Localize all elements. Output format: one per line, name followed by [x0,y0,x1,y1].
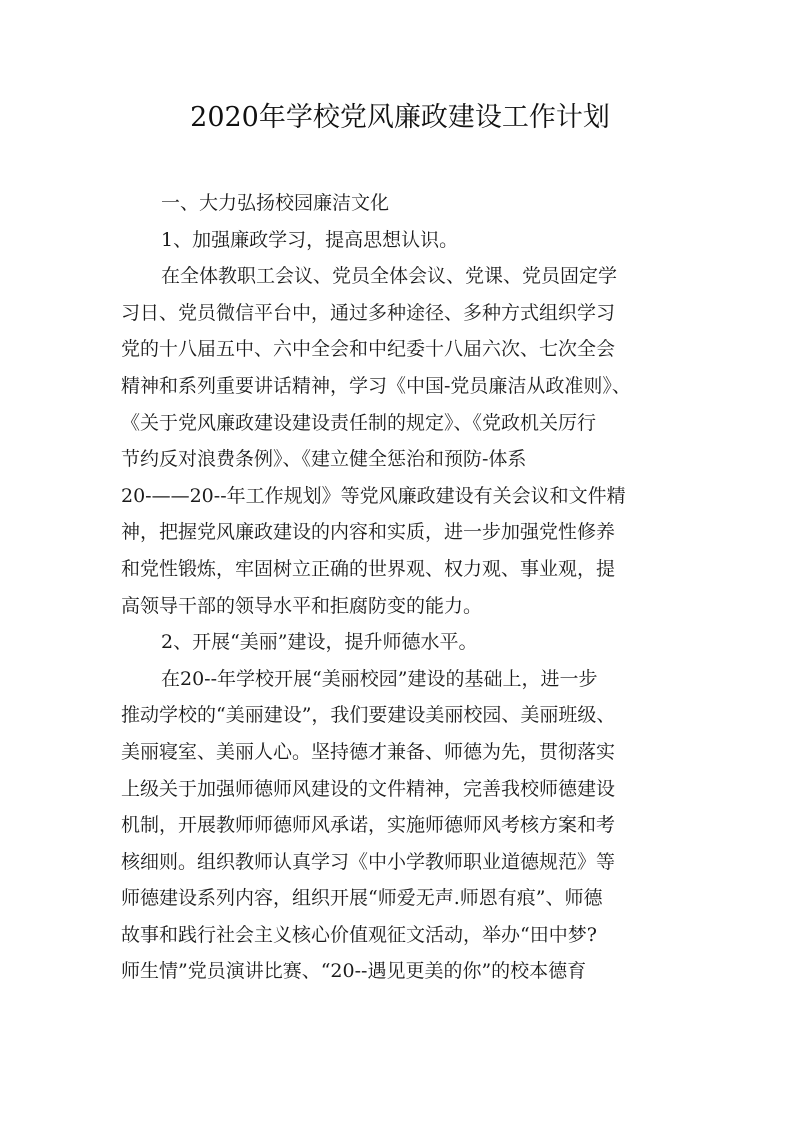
body-line: 故事和践行社会主义核心价值观征文活动，举办“田中梦? [121,923,597,946]
body-line: 机制，开展教师师德师风承诺，实施师德师风考核方案和考 [121,814,616,837]
body-line: 推动学校的“美丽建设”，我们要建设美丽校园、美丽班级、 [121,704,616,727]
body-line: 一、大力弘扬校园廉洁文化 [161,192,390,214]
body-line: 核细则。组织教师认真学习《中小学教师职业道德规范》等 [121,850,616,873]
body-line: 《关于党风廉政建设建设责任制的规定》、《党政机关厉行 [121,411,597,434]
body-line: 2、开展“美丽”建设，提升师德水平。 [161,631,478,654]
body-line: 20-——20--年工作规划》等党风廉政建设有关会议和文件精 [121,484,626,507]
body-line: 高领导干部的领导水平和拒腐防变的能力。 [121,594,483,617]
body-line: 节约反对浪费条例》、《建立健全惩治和预防-体系 [121,448,527,471]
body-line: 美丽寝室、美丽人心。坚持德才兼备、师德为先，贯彻落实 [121,740,616,763]
document-body [121,185,681,990]
body-line: 上级关于加强师德师风建设的文件精神，完善我校师德建设 [121,777,616,800]
body-line: 和党性锻炼，牢固树立正确的世界观、权力观、事业观，提 [121,557,616,580]
body-line: 党的十八届五中、六中全会和中纪委十八届六次、七次全会 [121,338,616,361]
body-line: 1、加强廉政学习，提高思想认识。 [161,228,459,251]
body-line: 师生情”党员演讲比赛、“20--遇见更美的你”的校本德育 [121,960,587,983]
body-line: 神，把握党风廉政建设的内容和实质，进一步加强党性修养 [121,521,616,544]
body-line: 精神和系列重要讲话精神，学习《中国-党员廉洁从政准则》、 [121,374,631,397]
body-line: 习日、党员微信平台中，通过多种途径、多种方式组织学习 [121,301,616,324]
document-title: 2020年学校党风廉政建设工作计划 [190,102,610,133]
body-line: 在全体教职工会议、党员全体会议、党课、党员固定学 [161,265,618,288]
body-line: 师德建设系列内容，组织开展“师爱无声.师恩有痕”、师德 [121,887,603,910]
body-line: 在20--年学校开展“美丽校园”建设的基础上，进一步 [161,667,598,690]
